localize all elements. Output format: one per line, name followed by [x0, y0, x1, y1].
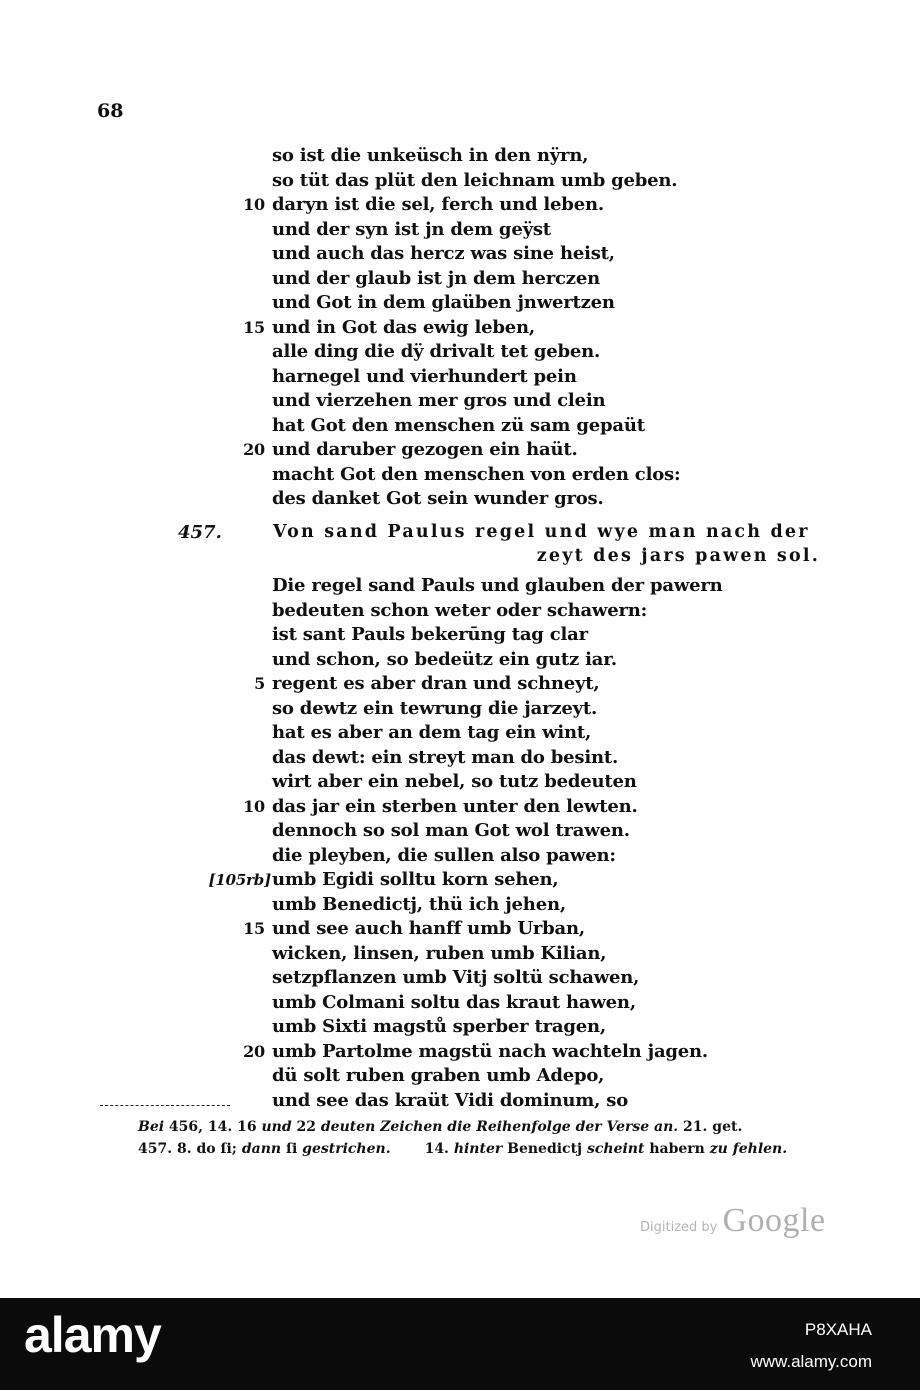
verse-text: macht Got den menschen von erden clos: — [272, 463, 681, 485]
footnote-text: ſi — [281, 1141, 303, 1157]
footnote-text: und — [261, 1119, 292, 1135]
verse-text: das dewt: ein streyt man do besint. — [272, 746, 619, 768]
verse-line — [272, 267, 872, 292]
poem-457 — [208, 574, 872, 1113]
verse-line — [272, 893, 872, 918]
verse-text: und vierzehen mer gros und clein — [272, 390, 606, 411]
google-logo: Google — [722, 1202, 826, 1239]
verse-line — [272, 389, 872, 414]
footnote-rule — [100, 1105, 230, 1106]
line-number: 5 — [254, 674, 265, 693]
footnote-text: gestrichen. — [302, 1141, 391, 1157]
verse-line — [272, 599, 872, 624]
verse-text: umb Egidi solltu korn sehen, — [272, 869, 559, 890]
footnote-text: deuten Zeichen die Reihenfolge der Verse an. — [320, 1119, 679, 1135]
verse-line — [272, 697, 872, 722]
footnote-line-2 — [138, 1138, 838, 1160]
section-457-heading — [178, 520, 828, 570]
footnote-text: 22 — [291, 1119, 321, 1135]
verse-line — [243, 193, 872, 218]
line-number: 15 — [243, 317, 265, 337]
verse-line — [272, 144, 872, 169]
verse-line — [243, 917, 872, 942]
section-number: 457. — [178, 522, 222, 543]
verse-text: harnegel und vierhundert pein — [272, 365, 577, 387]
section-title-line-1: Von sand Paulus regel und wye man nach der — [273, 522, 810, 542]
image-code: P8XAHA — [804, 1320, 872, 1339]
footnote-text: dann — [241, 1141, 282, 1157]
verse-line — [272, 340, 872, 365]
folio-marker: [105rb] — [208, 871, 271, 889]
verse-text: und see auch hanff umb Urban, — [272, 918, 585, 939]
watermark-prefix: Digitized by — [640, 1220, 718, 1235]
footnote-text: 456, 14. 16 — [164, 1119, 262, 1135]
verse-text: bedeuten schon weter oder schawern: — [272, 599, 648, 621]
line-number: 15 — [243, 919, 265, 938]
verse-text: und auch das hercz was sine heist, — [272, 243, 615, 264]
verse-text: umb Sixti magstů sperber tragen, — [272, 1016, 606, 1037]
verse-line — [272, 463, 872, 488]
section-title-line-2: zeyt des jars pawen sol. — [536, 546, 820, 566]
verse-text: Die regel sand Pauls und glauben der pawern — [272, 575, 723, 596]
verse-text: wicken, linsen, ruben umb Kilian, — [272, 942, 607, 964]
footnotes — [138, 1116, 838, 1160]
verse-line — [272, 844, 872, 869]
verse-line — [272, 819, 872, 844]
verse-text: alle ding die dÿ drivalt tet geben. — [272, 341, 601, 362]
verse-text: regent es aber dran und schneyt, — [272, 673, 600, 694]
verse-text: und der syn ist jn dem geÿst — [272, 218, 551, 240]
verse-line — [272, 623, 872, 648]
verse-line — [272, 942, 872, 967]
footnote-text: scheint — [587, 1141, 645, 1157]
verse-text: so tüt das plüt den leichnam umb geben. — [272, 169, 678, 191]
verse-line — [272, 169, 872, 194]
verse-line — [272, 746, 872, 771]
footnote-text: Benedictj — [502, 1141, 587, 1157]
verse-line — [272, 365, 872, 390]
verse-text: umb Benedictj, thü ich jehen, — [272, 893, 566, 915]
line-number: 10 — [243, 195, 265, 214]
verse-text: das jar ein sterben unter den lewten. — [272, 795, 638, 817]
verse-line — [272, 414, 872, 439]
verse-line — [272, 1015, 872, 1040]
verse-line — [272, 648, 872, 673]
footnote-text: habern — [644, 1141, 710, 1157]
line-number: 20 — [243, 440, 265, 459]
verse-text: und schon, so bedeütz ein gutz iar. — [272, 648, 617, 670]
verse-text: ist sant Pauls bekerūng tag clar — [272, 624, 588, 645]
verse-text: dü solt ruben graben umb Adepo, — [272, 1065, 605, 1086]
page-number: 68 — [97, 100, 124, 122]
verse-line — [272, 487, 872, 512]
verse-text: und in Got das ewig leben, — [272, 316, 535, 338]
verse-text: so dewtz ein tewrung die jarzeyt. — [272, 697, 598, 719]
verse-line — [208, 868, 872, 893]
verse-line — [272, 966, 872, 991]
verse-text: daryn ist die sel, ferch und leben. — [272, 194, 604, 215]
verse-line — [254, 672, 872, 697]
verse-line — [272, 218, 872, 243]
verse-line — [272, 991, 872, 1016]
verse-text: hat Got den menschen zü sam gepaüt — [272, 414, 645, 436]
verse-text: setzpflanzen umb Vitj soltü schawen, — [272, 967, 640, 988]
footnote-text: 21. get. — [678, 1119, 743, 1135]
verse-line — [243, 1040, 872, 1065]
verse-text: und daruber gezogen ein haüt. — [272, 439, 578, 460]
verse-text: umb Partolme magstü nach wachteln jagen. — [272, 1040, 708, 1062]
line-number: 10 — [243, 796, 265, 816]
line-number: 20 — [243, 1041, 265, 1061]
verse-text: und see das kraüt Vidi dominum, so — [272, 1089, 629, 1111]
verse-line — [243, 316, 872, 341]
poem-456 — [243, 144, 872, 512]
verse-text: wirt aber ein nebel, so tutz bedeuten — [272, 771, 637, 792]
verse-line — [243, 795, 872, 820]
verse-line — [272, 574, 872, 599]
footnote-line-1 — [138, 1116, 838, 1138]
verse-line — [272, 291, 872, 316]
verse-text: und Got in dem glaüben jnwertzen — [272, 292, 615, 313]
verse-text: dennoch so sol man Got wol trawen. — [272, 820, 630, 841]
stock-footer-band — [0, 1298, 920, 1390]
verse-line — [272, 721, 872, 746]
verse-line — [272, 1089, 872, 1114]
verse-text: und der glaub ist jn dem herczen — [272, 267, 600, 289]
google-digitized-watermark — [640, 1202, 826, 1242]
alamy-logo: alamy — [24, 1307, 161, 1363]
verse-text: des danket Got sein wunder gros. — [272, 488, 604, 509]
verse-text: so ist die unkeüsch in den nÿrn, — [272, 145, 589, 166]
footnote-text: 14. — [424, 1141, 454, 1157]
footnote-text: zu fehlen. — [709, 1141, 788, 1157]
verse-line — [243, 438, 872, 463]
footnote-text: 457. 8. do ſi; — [138, 1141, 242, 1157]
verse-text: hat es aber an dem tag ein wint, — [272, 722, 592, 743]
verse-text: die pleyben, die sullen also pawen: — [272, 844, 616, 866]
footnote-text: Bei — [138, 1119, 165, 1135]
footer-url: www.alamy.com — [750, 1352, 872, 1371]
verse-line — [272, 242, 872, 267]
verse-line — [272, 1064, 872, 1089]
verse-line — [272, 770, 872, 795]
footnote-text: hinter — [453, 1141, 503, 1157]
verse-text: umb Colmani soltu das kraut hawen, — [272, 991, 636, 1013]
